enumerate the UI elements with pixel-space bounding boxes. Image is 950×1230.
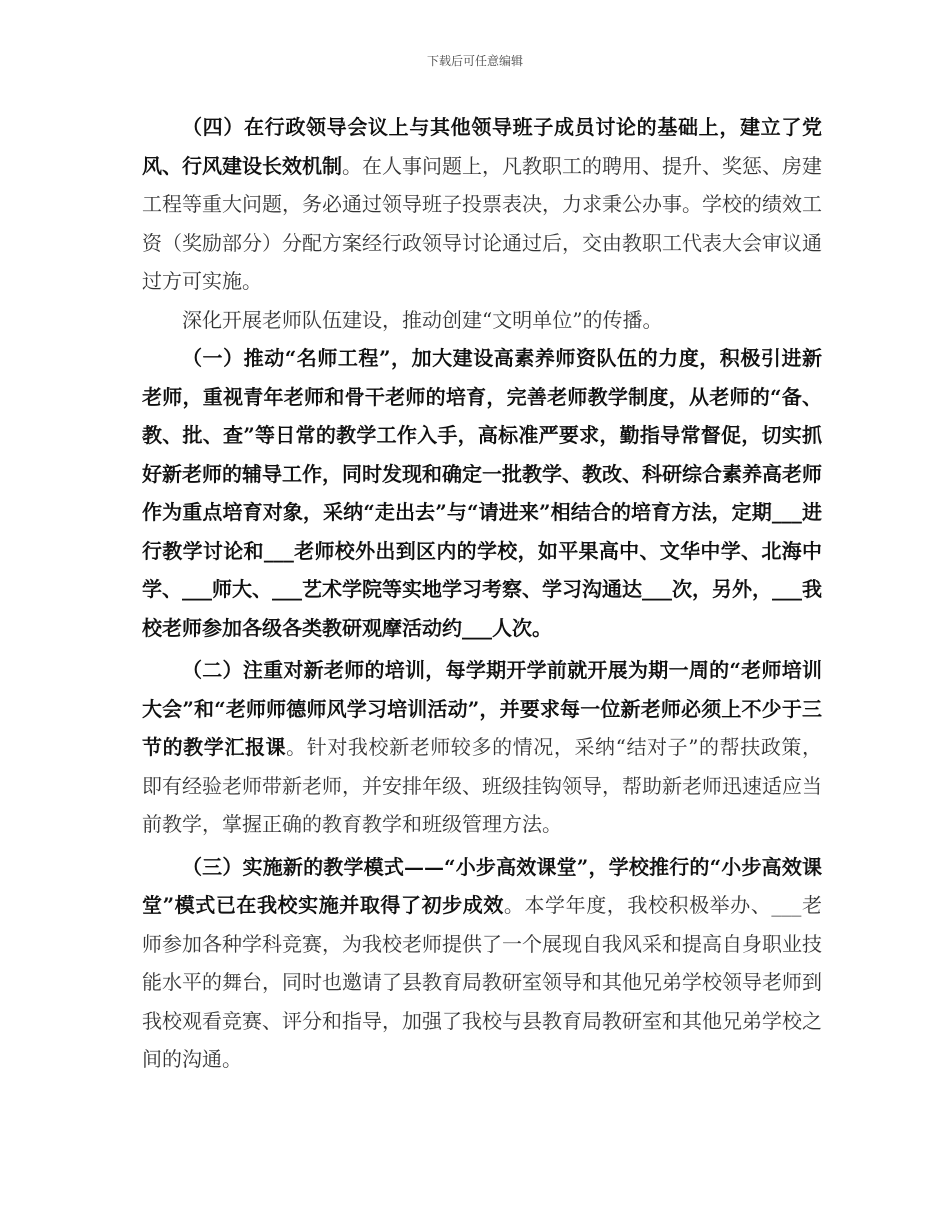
paragraph-lead: （四）在行政领导会议上与其他领导班子成员讨论的基础上，建立了党风、行风建设长效机制 — [142, 115, 822, 178]
paragraph-2-training — [142, 651, 822, 844]
paragraph-4-discipline — [142, 108, 822, 301]
paragraph-text: 。本学年度，我校积极举办、___老师参加各种学科竞赛，为我校老师提供了一个展现自我风采和提高自身职业技能水平的舞台，同时也邀请了县教育局教研室领导和其他兄弟学校领导老师到我校观看竞赛、评分和指导，加强了我校与县教育局教研室和其他兄弟学校之间的沟通。 — [142, 893, 822, 1071]
page-header: 下载后可任意编辑 — [426, 54, 523, 68]
paragraph-text: 。在人事问题上，凡教职工的聘用、提升、奖惩、房建工程等重大问题，务必通过领导班子投票表决，力求秉公办事。学校的绩效工资（奖励部分）分配方案经行政领导讨论通过后，交由教职工代表大会审议通过方可实施。 — [142, 153, 822, 293]
section-heading-teachers — [142, 301, 822, 340]
paragraph-lead: （三）实施新的教学模式——“小步高效课堂”，学校推行的“小步高效课堂”模式已在我校实施并取得了初步成效 — [142, 854, 822, 917]
paragraph-text: 深化开展老师队伍建设，推动创建“文明单位”的传播。 — [182, 307, 663, 332]
paragraph-lead: （一）推动“名师工程”，加大建设高素养师资队伍的力度，积极引进新老师，重视青年老师和骨干老师的培育，完善老师教学制度，从老师的“备、教、批、查”等日常的教学工作入手，高标准严要求，勤指导常督促，切实抓好新老师的辅导工作，同时发现和确定一批教学、教改、科研综合素养高老师作为重点培育对象，采纳“走出去”与“请进来”相结合的培育方法，定期___进行教学讨论和___老师校外出到区内的学校，如平果高中、文华中学、北海中学、___师大、___艺术学院等实地学习考察、学习沟通达___次，另外，___我校老师参加各级各类教研观摩活动约___人次。 — [142, 346, 822, 640]
paragraph-text: 。针对我校新老师较多的情况，采纳“结对子”的帮扶政策，即有经验老师带新老师，并安排年级、班级挂钩领导，帮助新老师迅速适应当前教学，掌握正确的教育教学和班级管理方法。 — [142, 735, 823, 836]
paragraph-1-famous-teacher — [142, 339, 822, 647]
paragraph-3-teaching-mode — [142, 848, 822, 1079]
document-body — [142, 108, 822, 1079]
paragraph-lead: （二）注重对新老师的培训，每学期开学前就开展为期一周的“老师培训大会”和“老师师德师风学习培训活动”，并要求每一位新老师必须上不少于三节的教学汇报课 — [142, 658, 822, 759]
